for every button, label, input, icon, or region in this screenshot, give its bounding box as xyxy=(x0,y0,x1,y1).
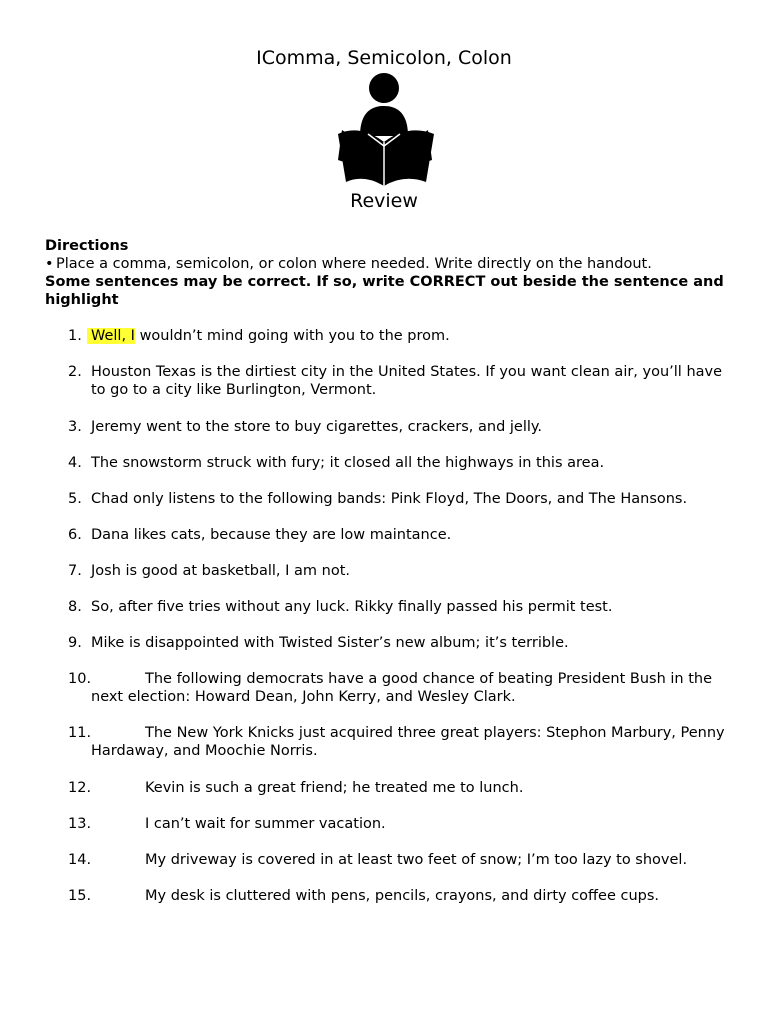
item-text: Dana likes cats, because they are low maintance. xyxy=(91,527,452,543)
document-title: IComma, Semicolon, Colon xyxy=(256,47,512,69)
item-text: Houston Texas is the dirtiest city in the United States. If you want clean air, you’ll have to go to a city like Burlington, Vermont. xyxy=(91,364,723,398)
item-text: So, after five tries without any luck. Rikky finally passed his permit test. xyxy=(91,599,613,615)
item-number: 12. xyxy=(68,780,92,796)
item-text: The New York Knicks just acquired three great players: Stephon Marbury, Penny Hardaway, and Moochie Norris. xyxy=(91,725,725,759)
list-item xyxy=(68,454,728,472)
item-text: Josh is good at basketball, I am not. xyxy=(91,563,350,579)
list-item xyxy=(68,670,728,706)
highlighted-text: Well, I xyxy=(87,328,135,344)
list-item xyxy=(68,815,728,833)
item-number: 6. xyxy=(68,527,82,543)
item-number: 13. xyxy=(68,816,92,832)
reading-person-icon xyxy=(330,70,440,190)
item-text: Jeremy went to the store to buy cigarettes, crackers, and jelly. xyxy=(91,419,543,435)
list-item xyxy=(68,363,728,399)
list-item xyxy=(68,490,728,508)
directions-line-1: Place a comma, semicolon, or colon where needed. Write directly on the handout. xyxy=(56,256,652,272)
bullet-icon: • xyxy=(45,256,54,272)
list-item xyxy=(68,887,728,905)
item-number: 14. xyxy=(68,852,92,868)
directions-block xyxy=(45,237,735,309)
item-text: I can’t wait for summer vacation. xyxy=(145,816,386,832)
item-number: 3. xyxy=(68,419,82,435)
item-number: 4. xyxy=(68,455,82,471)
list-item xyxy=(68,418,728,436)
document-subtitle: Review xyxy=(350,190,418,212)
item-text: My driveway is covered in at least two feet of snow; I’m too lazy to shovel. xyxy=(145,852,688,868)
list-item xyxy=(68,562,728,580)
item-number: 7. xyxy=(68,563,82,579)
item-text: Kevin is such a great friend; he treated me to lunch. xyxy=(145,780,524,796)
item-text xyxy=(91,327,728,345)
list-item xyxy=(68,851,728,869)
list-item xyxy=(68,724,728,760)
list-item xyxy=(68,526,728,544)
list-item xyxy=(68,598,728,616)
directions-bullet-line xyxy=(45,255,735,273)
list-item xyxy=(68,327,728,345)
item-number: 8. xyxy=(68,599,82,615)
item-number: 9. xyxy=(68,635,82,651)
item-number: 10. xyxy=(68,671,92,687)
item-text: Chad only listens to the following bands: Pink Floyd, The Doors, and The Hansons. xyxy=(91,491,688,507)
item-text: The following democrats have a good chance of beating President Bush in the next election: Howard Dean, John Kerry, and Wesley Clark. xyxy=(91,671,713,705)
item-number: 11. xyxy=(68,725,92,741)
item-text-rest: wouldn’t mind going with you to the prom. xyxy=(134,328,450,344)
item-text: My desk is cluttered with pens, pencils, crayons, and dirty coffee cups. xyxy=(145,888,660,904)
directions-line-2: Some sentences may be correct. If so, write CORRECT out beside the sentence and highlight xyxy=(45,274,724,308)
item-number: 1. xyxy=(68,328,82,344)
item-text: The snowstorm struck with fury; it closed all the highways in this area. xyxy=(91,455,605,471)
list-item xyxy=(68,779,728,797)
item-text: Mike is disappointed with Twisted Sister’s new album; it’s terrible. xyxy=(91,635,569,651)
list-item xyxy=(68,634,728,652)
directions-heading: Directions xyxy=(45,238,129,254)
item-number: 2. xyxy=(68,364,82,380)
item-number: 5. xyxy=(68,491,82,507)
item-number: 15. xyxy=(68,888,92,904)
